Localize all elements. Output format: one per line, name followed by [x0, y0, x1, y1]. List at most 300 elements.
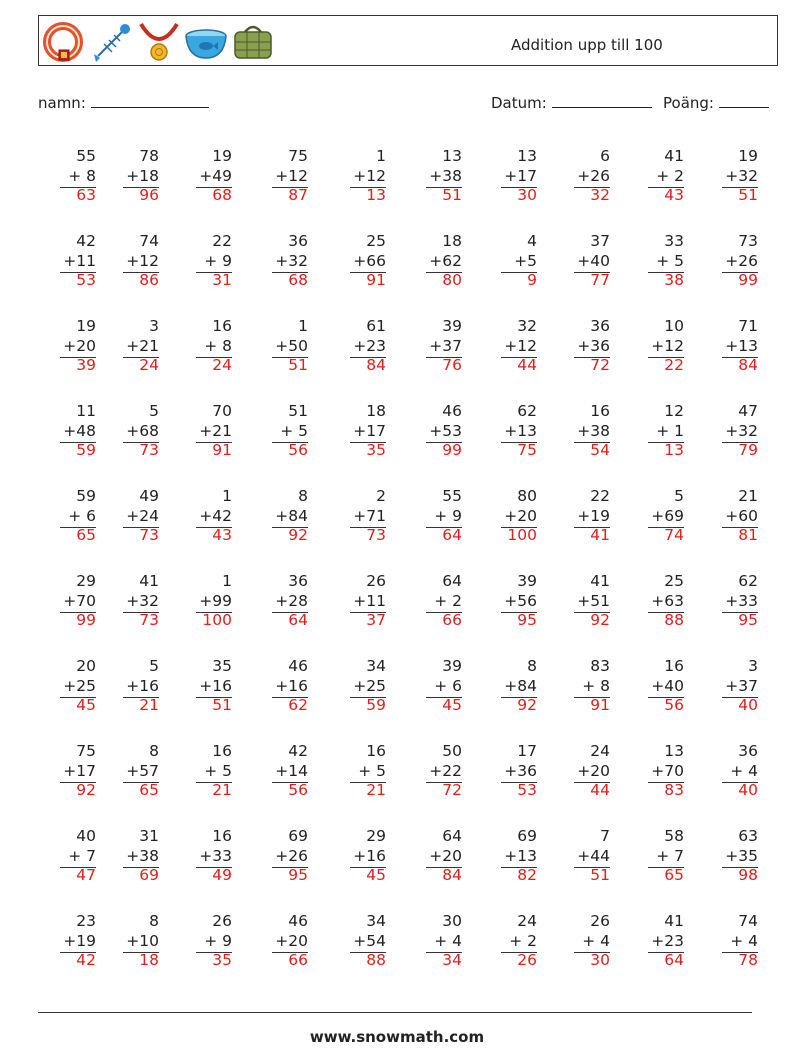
footer-divider — [38, 1012, 752, 1013]
first-addend: 39 — [442, 657, 462, 675]
addition-problem — [481, 657, 537, 716]
sum-answer: 63 — [76, 186, 96, 204]
addition-problem — [481, 827, 537, 886]
addition-problem — [628, 147, 684, 206]
sum-answer: 80 — [442, 271, 462, 289]
second-addend: +21 — [126, 336, 159, 355]
first-addend: 34 — [366, 912, 386, 930]
sum-rule — [722, 697, 758, 698]
second-addend: +16 — [275, 676, 308, 695]
sum-rule — [60, 527, 96, 528]
sum-answer: 79 — [738, 441, 758, 459]
sum-answer: 59 — [76, 441, 96, 459]
sum-rule — [648, 527, 684, 528]
sum-answer: 100 — [507, 526, 537, 544]
first-addend: 73 — [738, 232, 758, 250]
first-addend: 1 — [222, 487, 232, 505]
first-addend: 62 — [738, 572, 758, 590]
sum-answer: 9 — [527, 271, 537, 289]
sum-rule — [426, 272, 462, 273]
name-line — [91, 93, 209, 108]
first-addend: 5 — [149, 402, 159, 420]
sum-answer: 56 — [288, 781, 308, 799]
first-addend: 16 — [212, 827, 232, 845]
addition-problem — [40, 402, 96, 461]
sum-answer: 24 — [212, 356, 232, 374]
sum-rule — [426, 782, 462, 783]
second-addend: +60 — [725, 506, 758, 525]
first-addend: 18 — [366, 402, 386, 420]
sum-rule — [722, 952, 758, 953]
addition-problem — [176, 742, 232, 801]
sum-answer: 95 — [288, 866, 308, 884]
sum-rule — [574, 527, 610, 528]
addition-problem — [406, 147, 462, 206]
second-addend: + 6 — [434, 676, 462, 695]
header-box — [38, 15, 778, 66]
first-addend: 19 — [76, 317, 96, 335]
first-addend: 25 — [366, 232, 386, 250]
first-addend: 59 — [76, 487, 96, 505]
first-addend: 36 — [738, 742, 758, 760]
addition-problem — [481, 147, 537, 206]
sum-rule — [123, 272, 159, 273]
sum-rule — [350, 442, 386, 443]
addition-problem — [40, 827, 96, 886]
addition-problem — [40, 912, 96, 971]
first-addend: 61 — [366, 317, 386, 335]
sum-rule — [272, 442, 308, 443]
second-addend: +63 — [651, 591, 684, 610]
sum-rule — [350, 187, 386, 188]
sum-rule — [574, 187, 610, 188]
second-addend: +26 — [275, 846, 308, 865]
addition-problem — [628, 742, 684, 801]
second-addend: +14 — [275, 761, 308, 780]
addition-problem — [103, 742, 159, 801]
second-addend: +22 — [429, 761, 462, 780]
second-addend: +11 — [353, 591, 386, 610]
sum-rule — [501, 697, 537, 698]
addition-problem — [252, 232, 308, 291]
first-addend: 31 — [139, 827, 159, 845]
first-addend: 17 — [517, 742, 537, 760]
sum-answer: 84 — [366, 356, 386, 374]
addition-problem — [702, 657, 758, 716]
first-addend: 69 — [288, 827, 308, 845]
sum-rule — [648, 782, 684, 783]
second-addend: +99 — [199, 591, 232, 610]
name-field — [38, 93, 209, 112]
sum-rule — [426, 952, 462, 953]
sum-rule — [60, 867, 96, 868]
sum-answer: 51 — [288, 356, 308, 374]
sum-rule — [350, 527, 386, 528]
sum-rule — [574, 612, 610, 613]
sum-rule — [501, 782, 537, 783]
second-addend: +84 — [275, 506, 308, 525]
sum-answer: 68 — [288, 271, 308, 289]
second-addend: +50 — [275, 336, 308, 355]
sum-rule — [501, 357, 537, 358]
addition-problem — [481, 487, 537, 546]
sum-rule — [196, 272, 232, 273]
sum-answer: 88 — [366, 951, 386, 969]
addition-problem — [702, 317, 758, 376]
second-addend: + 2 — [509, 931, 537, 950]
sum-answer: 35 — [366, 441, 386, 459]
sum-rule — [574, 952, 610, 953]
second-addend: + 4 — [434, 931, 462, 950]
first-addend: 37 — [590, 232, 610, 250]
addition-problem — [481, 912, 537, 971]
first-addend: 13 — [517, 147, 537, 165]
addition-problem — [330, 487, 386, 546]
sum-rule — [574, 272, 610, 273]
addition-problem — [406, 827, 462, 886]
second-addend: +38 — [126, 846, 159, 865]
sum-answer: 87 — [288, 186, 308, 204]
sum-answer: 44 — [517, 356, 537, 374]
addition-problem — [330, 912, 386, 971]
sum-answer: 40 — [738, 696, 758, 714]
addition-problem — [252, 317, 308, 376]
second-addend: +16 — [126, 676, 159, 695]
second-addend: +13 — [725, 336, 758, 355]
first-addend: 29 — [76, 572, 96, 590]
sum-answer: 65 — [139, 781, 159, 799]
second-addend: +36 — [577, 336, 610, 355]
first-addend: 16 — [212, 317, 232, 335]
sum-answer: 21 — [139, 696, 159, 714]
addition-problem — [481, 402, 537, 461]
first-addend: 12 — [664, 402, 684, 420]
second-addend: +32 — [725, 421, 758, 440]
addition-problem — [40, 572, 96, 631]
addition-problem — [702, 147, 758, 206]
first-addend: 3 — [149, 317, 159, 335]
sum-answer: 56 — [664, 696, 684, 714]
second-addend: +66 — [353, 251, 386, 270]
second-addend: + 5 — [280, 421, 308, 440]
sum-answer: 68 — [212, 186, 232, 204]
addition-problem — [252, 487, 308, 546]
second-addend: + 6 — [68, 506, 96, 525]
sum-answer: 49 — [212, 866, 232, 884]
first-addend: 16 — [366, 742, 386, 760]
sum-rule — [501, 952, 537, 953]
sum-rule — [426, 697, 462, 698]
sum-answer: 39 — [76, 356, 96, 374]
sum-answer: 65 — [76, 526, 96, 544]
sum-answer: 66 — [288, 951, 308, 969]
second-addend: + 8 — [582, 676, 610, 695]
second-addend: +12 — [651, 336, 684, 355]
sum-answer: 99 — [442, 441, 462, 459]
sum-rule — [648, 697, 684, 698]
first-addend: 50 — [442, 742, 462, 760]
sum-rule — [648, 357, 684, 358]
sum-rule — [574, 867, 610, 868]
first-addend: 18 — [442, 232, 462, 250]
addition-problem — [628, 827, 684, 886]
addition-problem — [40, 657, 96, 716]
sum-answer: 91 — [590, 696, 610, 714]
sum-answer: 66 — [442, 611, 462, 629]
addition-problem — [628, 487, 684, 546]
sum-answer: 65 — [664, 866, 684, 884]
addition-problem — [176, 147, 232, 206]
problem-grid — [40, 147, 780, 997]
sum-rule — [272, 357, 308, 358]
addition-problem — [554, 912, 610, 971]
second-addend: +12 — [504, 336, 537, 355]
first-addend: 8 — [527, 657, 537, 675]
first-addend: 22 — [590, 487, 610, 505]
first-addend: 10 — [664, 317, 684, 335]
second-addend: +19 — [577, 506, 610, 525]
second-addend: +84 — [504, 676, 537, 695]
first-addend: 19 — [738, 147, 758, 165]
first-addend: 11 — [76, 402, 96, 420]
first-addend: 22 — [212, 232, 232, 250]
sum-rule — [574, 357, 610, 358]
first-addend: 55 — [76, 147, 96, 165]
second-addend: +56 — [504, 591, 537, 610]
sum-rule — [272, 782, 308, 783]
sum-rule — [722, 272, 758, 273]
sum-answer: 64 — [442, 526, 462, 544]
addition-problem — [481, 317, 537, 376]
addition-problem — [103, 827, 159, 886]
second-addend: +28 — [275, 591, 308, 610]
sum-answer: 43 — [664, 186, 684, 204]
addition-problem — [628, 912, 684, 971]
problem-row — [40, 827, 780, 912]
sum-rule — [196, 867, 232, 868]
second-addend: +71 — [353, 506, 386, 525]
first-addend: 1 — [376, 147, 386, 165]
sum-rule — [196, 612, 232, 613]
sum-answer: 51 — [590, 866, 610, 884]
second-addend: +13 — [504, 846, 537, 865]
sum-answer: 13 — [366, 186, 386, 204]
sum-answer: 35 — [212, 951, 232, 969]
second-addend: +20 — [429, 846, 462, 865]
addition-problem — [252, 657, 308, 716]
addition-problem — [176, 912, 232, 971]
sum-rule — [272, 272, 308, 273]
addition-problem — [628, 657, 684, 716]
addition-problem — [330, 232, 386, 291]
problem-row — [40, 317, 780, 402]
sum-answer: 45 — [76, 696, 96, 714]
first-addend: 1 — [298, 317, 308, 335]
addition-problem — [554, 232, 610, 291]
first-addend: 78 — [139, 147, 159, 165]
addition-problem — [702, 742, 758, 801]
first-addend: 47 — [738, 402, 758, 420]
second-addend: +20 — [577, 761, 610, 780]
sum-answer: 51 — [738, 186, 758, 204]
second-addend: +48 — [63, 421, 96, 440]
addition-problem — [330, 317, 386, 376]
sum-answer: 81 — [738, 526, 758, 544]
sum-answer: 26 — [517, 951, 537, 969]
sum-answer: 82 — [517, 866, 537, 884]
sum-answer: 72 — [590, 356, 610, 374]
sum-answer: 92 — [288, 526, 308, 544]
second-addend: +12 — [126, 251, 159, 270]
first-addend: 1 — [222, 572, 232, 590]
second-addend: +20 — [504, 506, 537, 525]
addition-problem — [252, 912, 308, 971]
sum-rule — [648, 952, 684, 953]
addition-problem — [554, 147, 610, 206]
sum-rule — [196, 442, 232, 443]
sum-answer: 32 — [590, 186, 610, 204]
sum-rule — [60, 952, 96, 953]
first-addend: 13 — [664, 742, 684, 760]
addition-problem — [702, 912, 758, 971]
addition-problem — [176, 487, 232, 546]
second-addend: + 2 — [434, 591, 462, 610]
sum-answer: 76 — [442, 356, 462, 374]
addition-problem — [554, 742, 610, 801]
first-addend: 58 — [664, 827, 684, 845]
sum-rule — [60, 697, 96, 698]
problem-row — [40, 742, 780, 827]
sum-rule — [123, 187, 159, 188]
sum-rule — [426, 357, 462, 358]
second-addend: +24 — [126, 506, 159, 525]
first-addend: 32 — [517, 317, 537, 335]
addition-problem — [406, 487, 462, 546]
sum-rule — [426, 187, 462, 188]
sum-rule — [196, 527, 232, 528]
sum-rule — [272, 697, 308, 698]
sum-rule — [272, 867, 308, 868]
second-addend: +26 — [725, 251, 758, 270]
sum-answer: 64 — [664, 951, 684, 969]
sum-answer: 92 — [76, 781, 96, 799]
sum-rule — [722, 782, 758, 783]
second-addend: +44 — [577, 846, 610, 865]
score-line — [719, 93, 769, 108]
addition-problem — [330, 827, 386, 886]
second-addend: +62 — [429, 251, 462, 270]
first-addend: 46 — [442, 402, 462, 420]
problem-row — [40, 147, 780, 232]
second-addend: +32 — [725, 166, 758, 185]
second-addend: + 4 — [730, 761, 758, 780]
second-addend: +20 — [63, 336, 96, 355]
first-addend: 62 — [517, 402, 537, 420]
sum-answer: 84 — [442, 866, 462, 884]
first-addend: 74 — [738, 912, 758, 930]
sum-answer: 86 — [139, 271, 159, 289]
sum-answer: 34 — [442, 951, 462, 969]
addition-problem — [481, 742, 537, 801]
first-addend: 41 — [139, 572, 159, 590]
sum-answer: 73 — [139, 611, 159, 629]
second-addend: +53 — [429, 421, 462, 440]
second-addend: + 5 — [358, 761, 386, 780]
sum-answer: 73 — [366, 526, 386, 544]
addition-problem — [406, 572, 462, 631]
first-addend: 63 — [738, 827, 758, 845]
second-addend: +70 — [63, 591, 96, 610]
sum-rule — [60, 782, 96, 783]
sum-rule — [60, 442, 96, 443]
lifebuoy-icon — [43, 20, 87, 64]
sum-answer: 42 — [76, 951, 96, 969]
sum-rule — [648, 187, 684, 188]
sum-answer: 84 — [738, 356, 758, 374]
footer-website: www.snowmath.com — [309, 1028, 485, 1046]
sum-rule — [123, 612, 159, 613]
addition-problem — [554, 827, 610, 886]
first-addend: 6 — [600, 147, 610, 165]
score-field — [663, 93, 769, 112]
sum-rule — [123, 442, 159, 443]
sum-rule — [574, 782, 610, 783]
addition-problem — [176, 402, 232, 461]
score-label: Poäng: — [663, 94, 714, 112]
problem-row — [40, 487, 780, 572]
worksheet-title: Addition upp till 100 — [511, 36, 663, 54]
sum-answer: 30 — [517, 186, 537, 204]
sum-answer: 99 — [76, 611, 96, 629]
sum-answer: 69 — [139, 866, 159, 884]
addition-problem — [554, 572, 610, 631]
sum-rule — [722, 357, 758, 358]
second-addend: +70 — [651, 761, 684, 780]
first-addend: 74 — [139, 232, 159, 250]
sum-answer: 88 — [664, 611, 684, 629]
second-addend: +33 — [199, 846, 232, 865]
second-addend: +25 — [63, 676, 96, 695]
sum-answer: 30 — [590, 951, 610, 969]
problem-row — [40, 402, 780, 487]
second-addend: + 4 — [730, 931, 758, 950]
first-addend: 4 — [527, 232, 537, 250]
sum-rule — [123, 697, 159, 698]
first-addend: 75 — [76, 742, 96, 760]
sum-rule — [272, 612, 308, 613]
sum-rule — [123, 357, 159, 358]
sum-answer: 91 — [212, 441, 232, 459]
problem-row — [40, 232, 780, 317]
date-line — [552, 93, 652, 108]
sum-answer: 13 — [664, 441, 684, 459]
sum-answer: 44 — [590, 781, 610, 799]
addition-problem — [702, 232, 758, 291]
first-addend: 39 — [442, 317, 462, 335]
addition-problem — [702, 572, 758, 631]
first-addend: 35 — [212, 657, 232, 675]
second-addend: +68 — [126, 421, 159, 440]
sum-rule — [123, 952, 159, 953]
sum-answer: 83 — [664, 781, 684, 799]
addition-problem — [252, 402, 308, 461]
first-addend: 64 — [442, 827, 462, 845]
first-addend: 42 — [288, 742, 308, 760]
sum-answer: 92 — [517, 696, 537, 714]
sum-rule — [60, 612, 96, 613]
second-addend: +38 — [429, 166, 462, 185]
addition-problem — [628, 317, 684, 376]
